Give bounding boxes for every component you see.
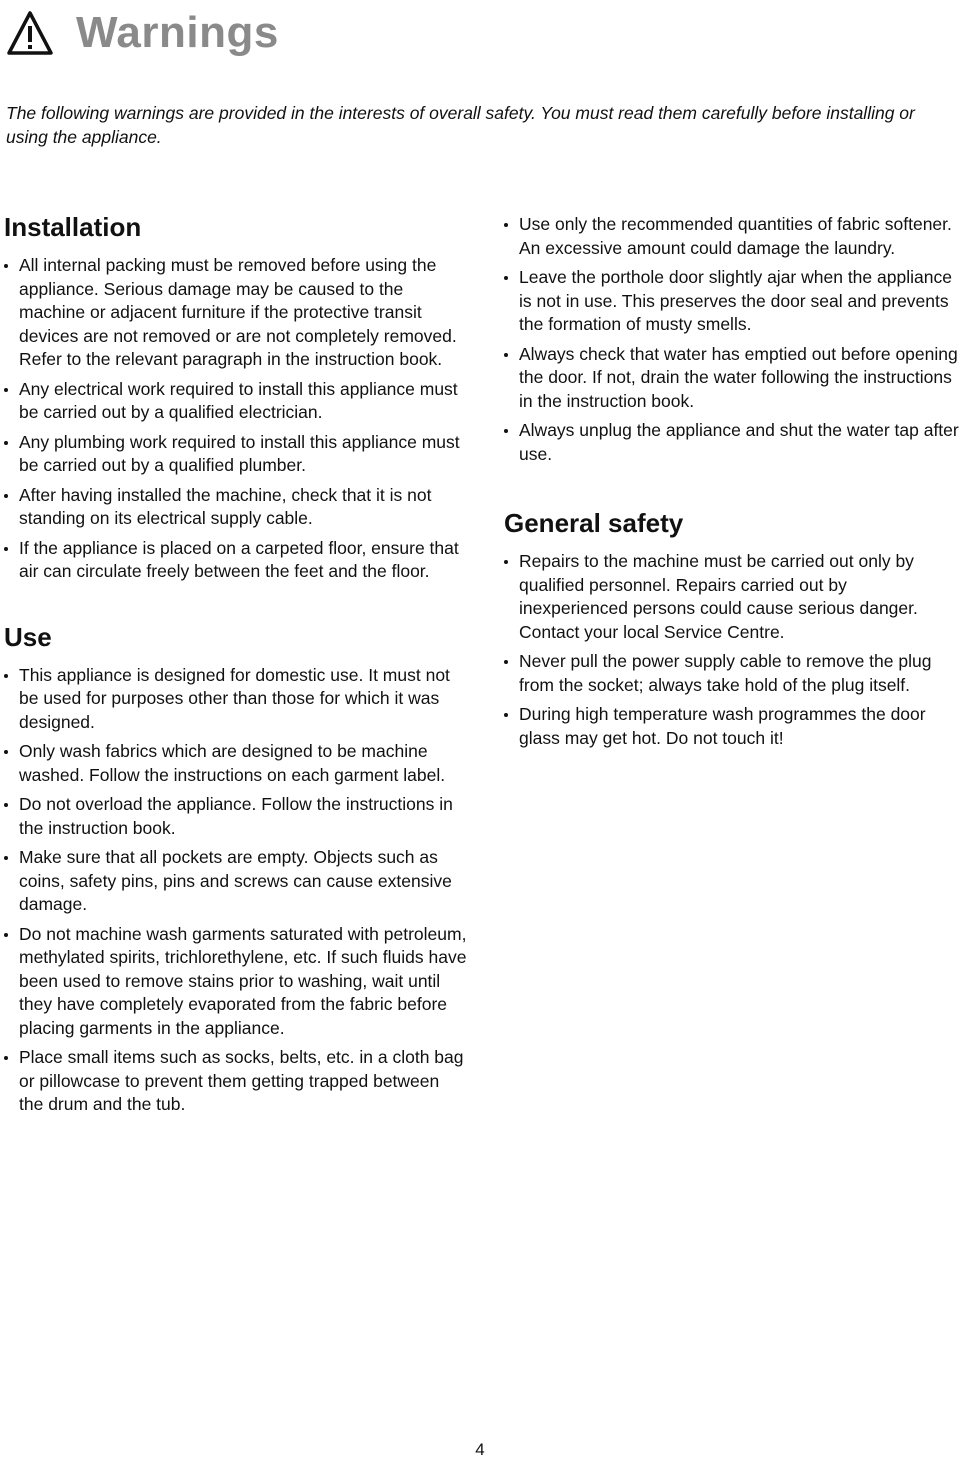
list-item: Make sure that all pockets are empty. Objects such as coins, safety pins, pins and screws can cause extensive damage. bbox=[4, 846, 467, 917]
general-safety-section bbox=[504, 506, 960, 750]
intro-text: The following warnings are provided in the interests of overall safety. You must read them carefully before installing or using the appliance. bbox=[6, 103, 915, 147]
list-item: Repairs to the machine must be carried out only by qualified personnel. Repairs carried out by inexperienced persons could cause serious danger. Contact your local Service Centre. bbox=[504, 550, 959, 644]
list-item: Any plumbing work required to install this appliance must be carried out by a qualified plumber. bbox=[4, 431, 467, 478]
use-section bbox=[4, 620, 467, 1117]
list-item: Leave the porthole door slightly ajar when the appliance is not in use. This preserves the door seal and prevents the formation of musty smells. bbox=[504, 266, 959, 337]
installation-list bbox=[4, 254, 464, 584]
list-item: If the appliance is placed on a carpeted floor, ensure that air can circulate freely between the feet and the floor. bbox=[4, 537, 467, 584]
left-column bbox=[4, 210, 467, 1123]
installation-section bbox=[4, 210, 464, 584]
page-title: Warnings bbox=[76, 8, 279, 57]
general-safety-list bbox=[504, 550, 960, 750]
list-item: Always unplug the appliance and shut the water tap after use. bbox=[504, 419, 959, 466]
right-column bbox=[504, 213, 960, 756]
list-item: Use only the recommended quantities of fabric softener. An excessive amount could damage the laundry. bbox=[504, 213, 959, 260]
use-list bbox=[4, 664, 467, 1117]
use-heading: Use bbox=[4, 621, 52, 652]
page-number: 4 bbox=[475, 1440, 485, 1459]
list-item: Do not machine wash garments saturated with petroleum, methylated spirits, trichlorethylene, etc. If such fluids have been used to remove stains prior to washing, wait until they have completely evaporated from the fabric before placing garments in the appliance. bbox=[4, 923, 467, 1041]
list-item: Place small items such as socks, belts, etc. in a cloth bag or pillowcase to prevent them getting trapped between the drum and the tub. bbox=[4, 1046, 467, 1117]
list-item: Any electrical work required to install this appliance must be carried out by a qualified electrician. bbox=[4, 378, 467, 425]
installation-heading: Installation bbox=[4, 212, 142, 242]
list-item: Do not overload the appliance. Follow the instructions in the instruction book. bbox=[4, 793, 467, 840]
page-header bbox=[6, 2, 279, 64]
list-item: This appliance is designed for domestic use. It must not be used for purposes other than those for which it was designed. bbox=[4, 664, 467, 735]
general-safety-heading: General safety bbox=[504, 508, 684, 538]
list-item: All internal packing must be removed before using the appliance. Serious damage may be caused to the machine or adjacent furniture if the protective transit devices are not removed or are not completely removed. Refer to the relevant paragraph in the instruction book. bbox=[4, 254, 467, 372]
list-item: After having installed the machine, check that it is not standing on its electrical supply cable. bbox=[4, 484, 467, 531]
list-item: During high temperature wash programmes the door glass may get hot. Do not touch it! bbox=[504, 703, 959, 750]
list-item: Always check that water has emptied out before opening the door. If not, drain the water following the instructions in the instruction book. bbox=[504, 343, 959, 414]
warning-triangle-icon bbox=[6, 10, 54, 56]
list-item: Only wash fabrics which are designed to be machine washed. Follow the instructions on each garment label. bbox=[4, 740, 467, 787]
use-continued-list bbox=[504, 213, 960, 466]
use-continued-section bbox=[504, 213, 960, 466]
list-item: Never pull the power supply cable to remove the plug from the socket; always take hold of the plug itself. bbox=[504, 650, 959, 697]
